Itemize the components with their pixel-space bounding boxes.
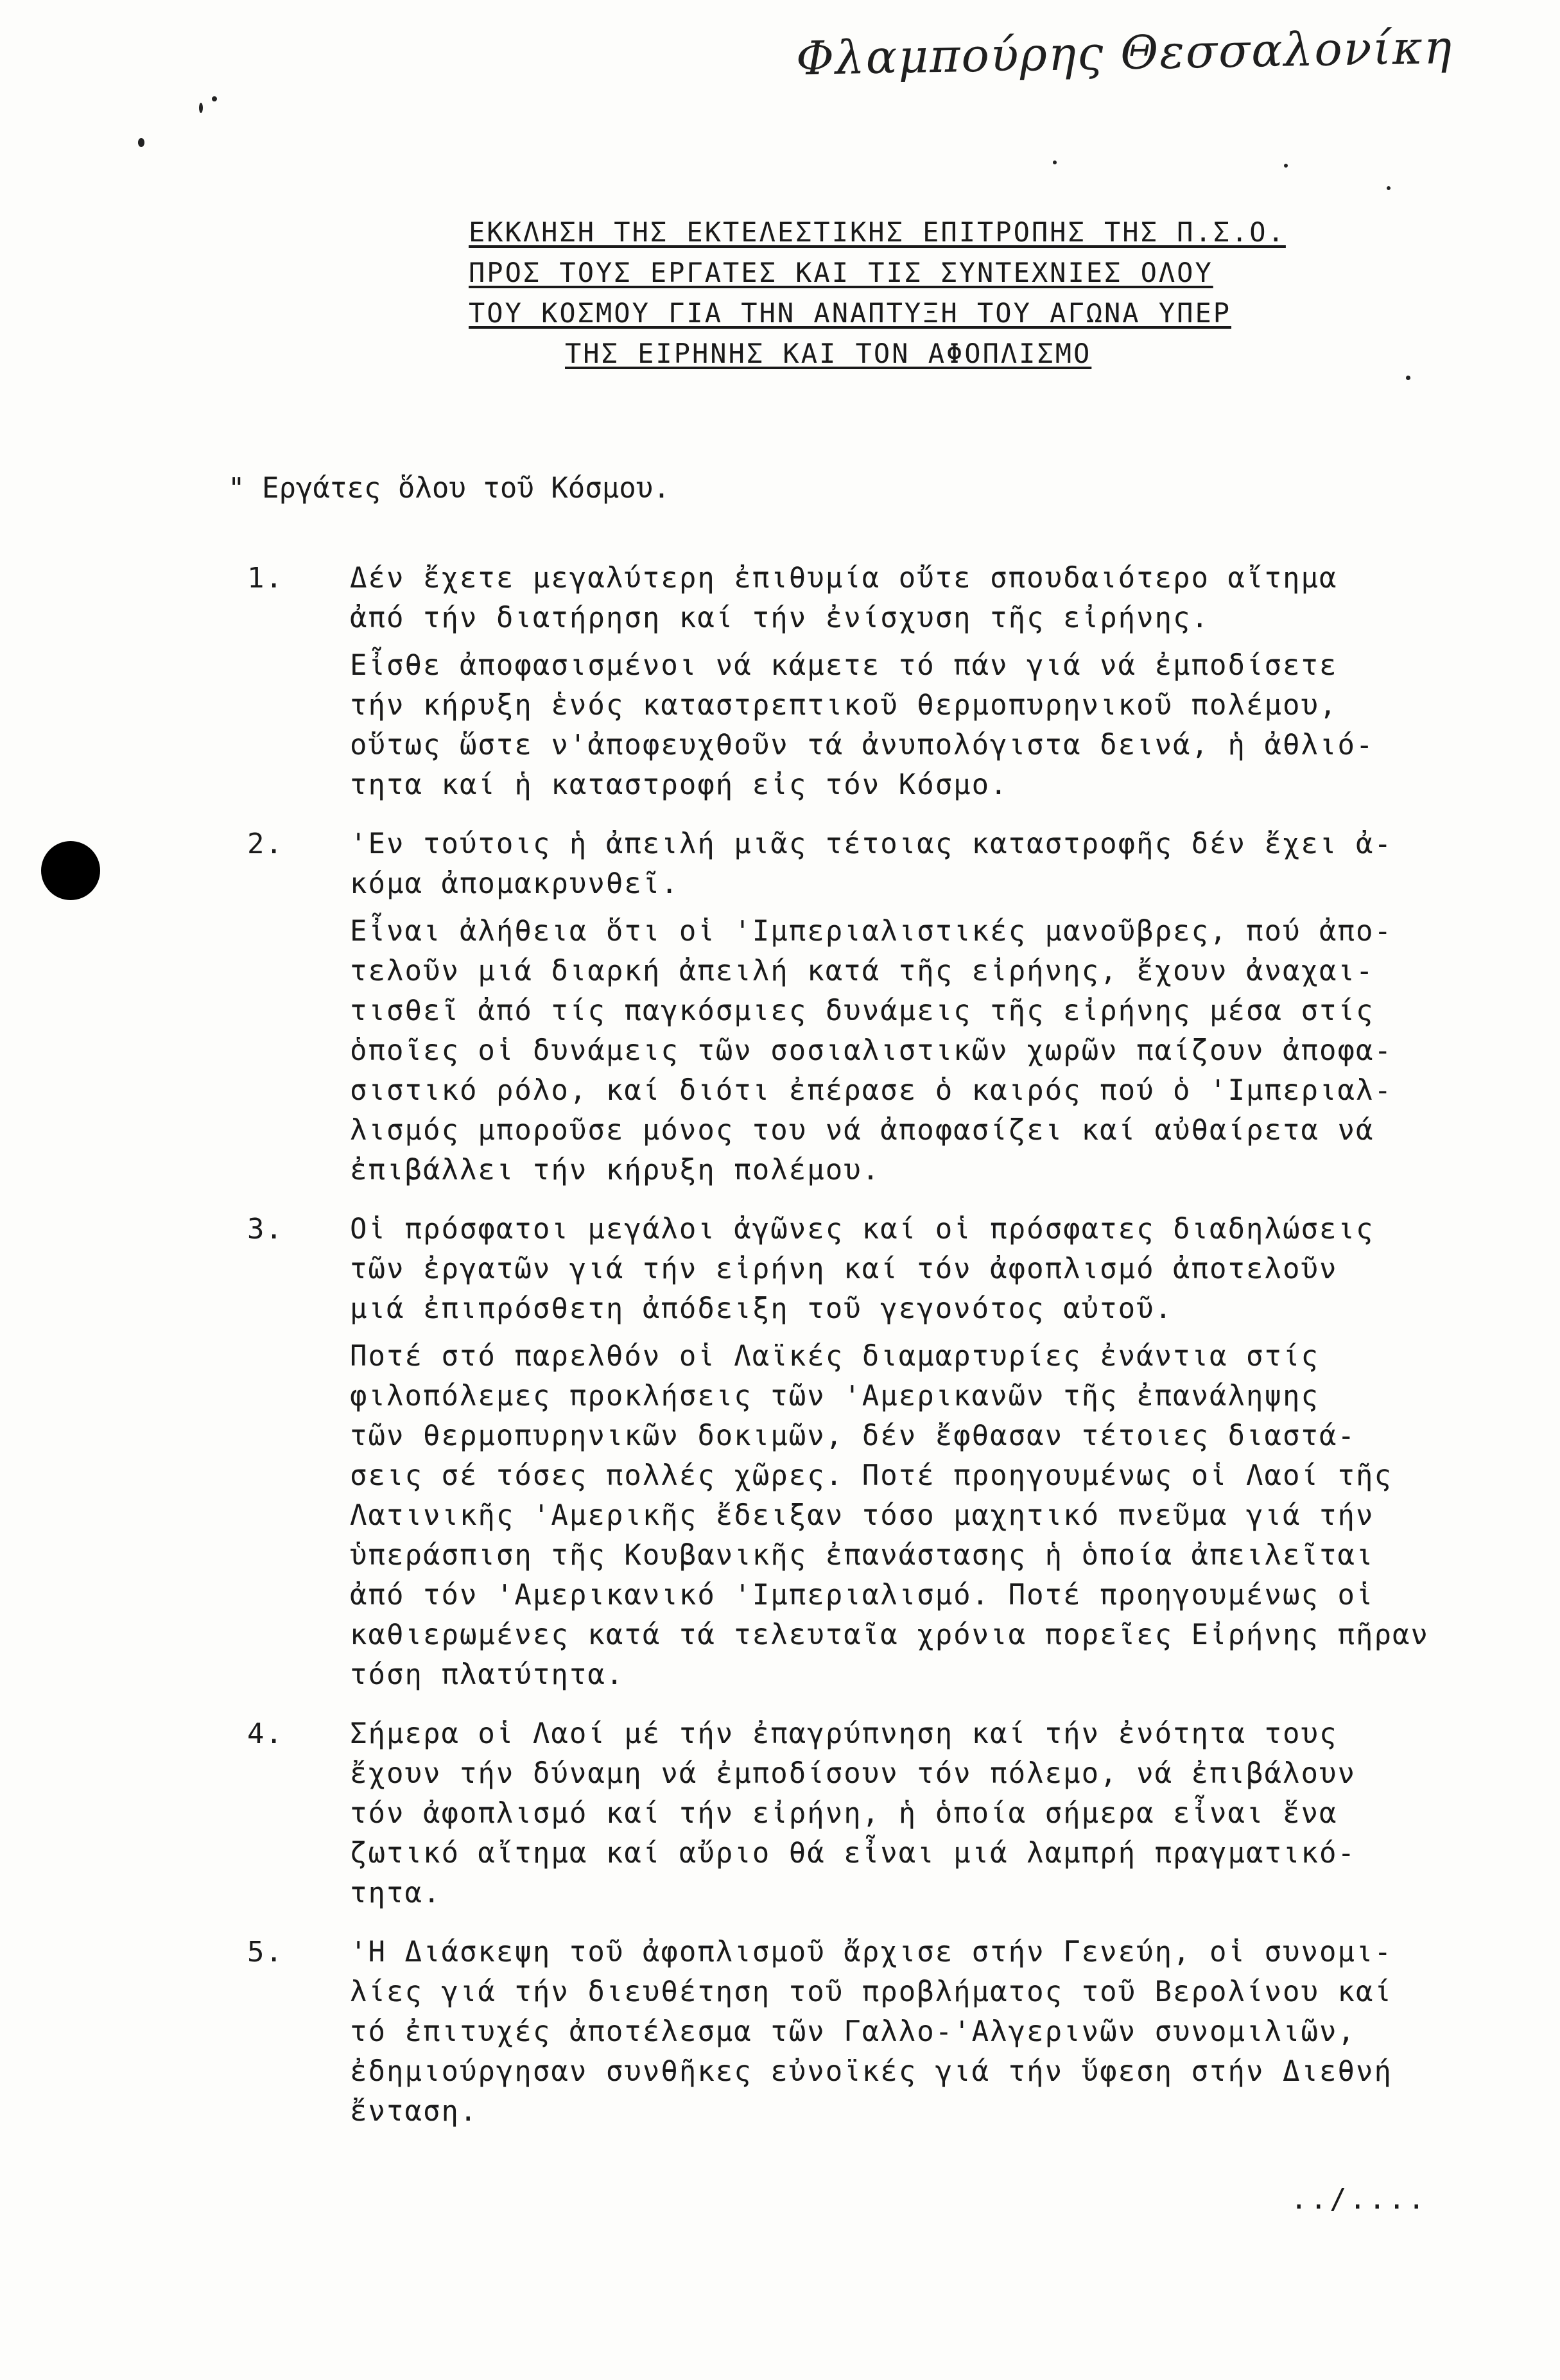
heading-line: ΕΚΚΛΗΣΗ ΤΗΣ ΕΚΤΕΛΕΣΤΙΚΗΣ ΕΠΙΤΡΟΠΗΣ ΤΗΣ Π.Σ.Ο. xyxy=(469,216,1286,248)
ink-speck xyxy=(1387,186,1391,190)
paragraph: Οἱ πρόσφατοι μεγάλοι ἀγῶνες καί οἱ πρόσφατες διαδηλώσεις τῶν ἐργατῶν γιά τήν εἰρήνη καί τόν ἀφοπλισμό ἀποτελοῦν μιά ἐπιπρόσθετη ἀπόδειξη τοῦ γεγονότος αὐτοῦ. xyxy=(350,1213,1374,1325)
ink-speck xyxy=(1406,376,1410,380)
paragraph: 'Εν τούτοις ἡ ἀπειλή μιᾶς τέτοιας καταστροφῆς δέν ἔχει ἀ- κόμα ἀπομακρυνθεῖ. xyxy=(350,828,1392,900)
item-number: 4. xyxy=(247,1717,284,1750)
document-heading xyxy=(449,212,1451,374)
numbered-item xyxy=(247,1210,1486,1695)
ink-speck xyxy=(199,103,203,113)
paragraph: 'Η Διάσκεψη τοῦ ἀφοπλισμοῦ ἄρχισε στήν Γενεύη, οἱ συνομι- λίες γιά τήν διευθέτηση τοῦ προβλήματος τοῦ Βερολίνου καί τό ἐπιτυχές ἀποτέλεσμα τῶν Γαλλο-'Αλγερινῶν συνομιλιῶν, ἐδημιούργησαν συνθῆκες εὐνοϊκές γιά τήν ὕφεση στήν Διεθνή ἔνταση. xyxy=(350,1936,1392,2128)
document-body xyxy=(247,559,1486,2132)
heading-line: ΤΟΥ ΚΟΣΜΟΥ ΓΙΑ ΤΗΝ ΑΝΑΠΤΥΞΗ ΤΟΥ ΑΓΩΝΑ ΥΠΕΡ xyxy=(469,297,1232,329)
item-number: 2. xyxy=(247,828,284,860)
salutation: " Εργάτες ὅλου τοῦ Κόσμου. xyxy=(228,472,670,505)
ink-speck xyxy=(138,138,144,147)
handwritten-annotation: Φλαμπούρης Θεσσαλονίκη xyxy=(795,20,1453,85)
numbered-item xyxy=(247,1933,1486,2132)
page-continuation-marker: ../.... xyxy=(1290,2183,1428,2216)
paragraph: Εἶναι ἀλήθεια ὅτι οἱ 'Ιμπεριαλιστικές μανοῦβρες, πού ἀπο- τελοῦν μιά διαρκή ἀπειλή κατά τῆς εἰρήνης, ἔχουν ἀναχαι- τισθεῖ ἀπό τίς παγκόσμιες δυνάμεις τῆς εἰρήνης μέσα στίς ὁποῖες οἱ δυνάμεις τῶν σοσιαλιστικῶν χωρῶν παίζουν ἀποφα- σιστικό ρόλο, καί διότι ἐπέρασε ὁ καιρός πού ὁ 'Ιμπεριαλ- λισμός μποροῦσε μόνος του νά ἀποφασίζει καί αὐθαίρετα νά ἐπιβάλλει τήν κήρυξη πολέμου. xyxy=(350,915,1392,1186)
ink-speck xyxy=(1053,161,1057,164)
punch-hole xyxy=(41,841,100,900)
numbered-item xyxy=(247,1714,1486,1913)
paragraph: Ποτέ στό παρελθόν οἱ Λαϊκές διαμαρτυρίες ἐνάντια στίς φιλοπόλεμες προκλήσεις τῶν 'Αμερικανῶν τῆς ἐπανάληψης τῶν θερμοπυρηνικῶν δοκιμῶν, δέν ἔφθασαν τέτοιες διαστά- σεις σέ τόσες πολλές χῶρες. Ποτέ προηγουμένως οἱ Λαοί τῆς Λατινικῆς 'Αμερικῆς ἔδειξαν τόσο μαχητικό πνεῦμα γιά τήν ὑπεράσπιση τῆς Κουβανικῆς ἐπανάστασης ἡ ὁποία ἀπειλεῖται ἀπό τόν 'Αμερικανικό 'Ιμπεριαλισμό. Ποτέ προηγουμένως οἱ καθιερωμένες κατά τά τελευταῖα χρόνια πορεῖες Εἰρήνης πῆραν τόση πλατύτητα. xyxy=(350,1340,1429,1691)
paragraph: Εἶσθε ἀποφασισμένοι νά κάμετε τό πάν γιά νά ἐμποδίσετε τήν κήρυξη ἑνός καταστρεπτικοῦ θερμοπυρηνικοῦ πολέμου, οὕτως ὥστε ν'ἀποφευχθοῦν τά ἀνυπολόγιστα δεινά, ἡ ἀθλιό- τητα καί ἡ καταστροφή εἰς τόν Κόσμο. xyxy=(350,649,1374,801)
paragraph: Σήμερα οἱ Λαοί μέ τήν ἐπαγρύπνηση καί τήν ἐνότητα τους ἔχουν τήν δύναμη νά ἐμποδίσουν τόν πόλεμο, νά ἐπιβάλουν τόν ἀφοπλισμό καί τήν εἰρήνη, ἡ ὁποία σήμερα εἶναι ἕνα ζωτικό αἴτημα καί αὔριο θά εἶναι μιά λαμπρή πραγματικό- τητα. xyxy=(350,1717,1356,1909)
ink-speck xyxy=(212,96,217,101)
heading-line: ΤΗΣ ΕΙΡΗΝΗΣ ΚΑΙ ΤΟΝ ΑΦΟΠΛΙΣΜΟ xyxy=(565,338,1092,369)
numbered-item xyxy=(247,559,1486,805)
item-number: 5. xyxy=(247,1936,284,1968)
heading-line: ΠΡΟΣ ΤΟΥΣ ΕΡΓΑΤΕΣ ΚΑΙ ΤΙΣ ΣΥΝΤΕΧΝΙΕΣ ΟΛΟΥ xyxy=(469,257,1213,288)
ink-speck xyxy=(1284,164,1288,168)
item-number: 1. xyxy=(247,562,284,595)
numbered-item xyxy=(247,824,1486,1190)
paragraph: Δέν ἔχετε μεγαλύτερη ἐπιθυμία οὔτε σπουδαιότερο αἴτημα ἀπό τήν διατήρηση καί τήν ἐνίσχυση τῆς εἰρήνης. xyxy=(350,562,1338,634)
item-number: 3. xyxy=(247,1213,284,1246)
